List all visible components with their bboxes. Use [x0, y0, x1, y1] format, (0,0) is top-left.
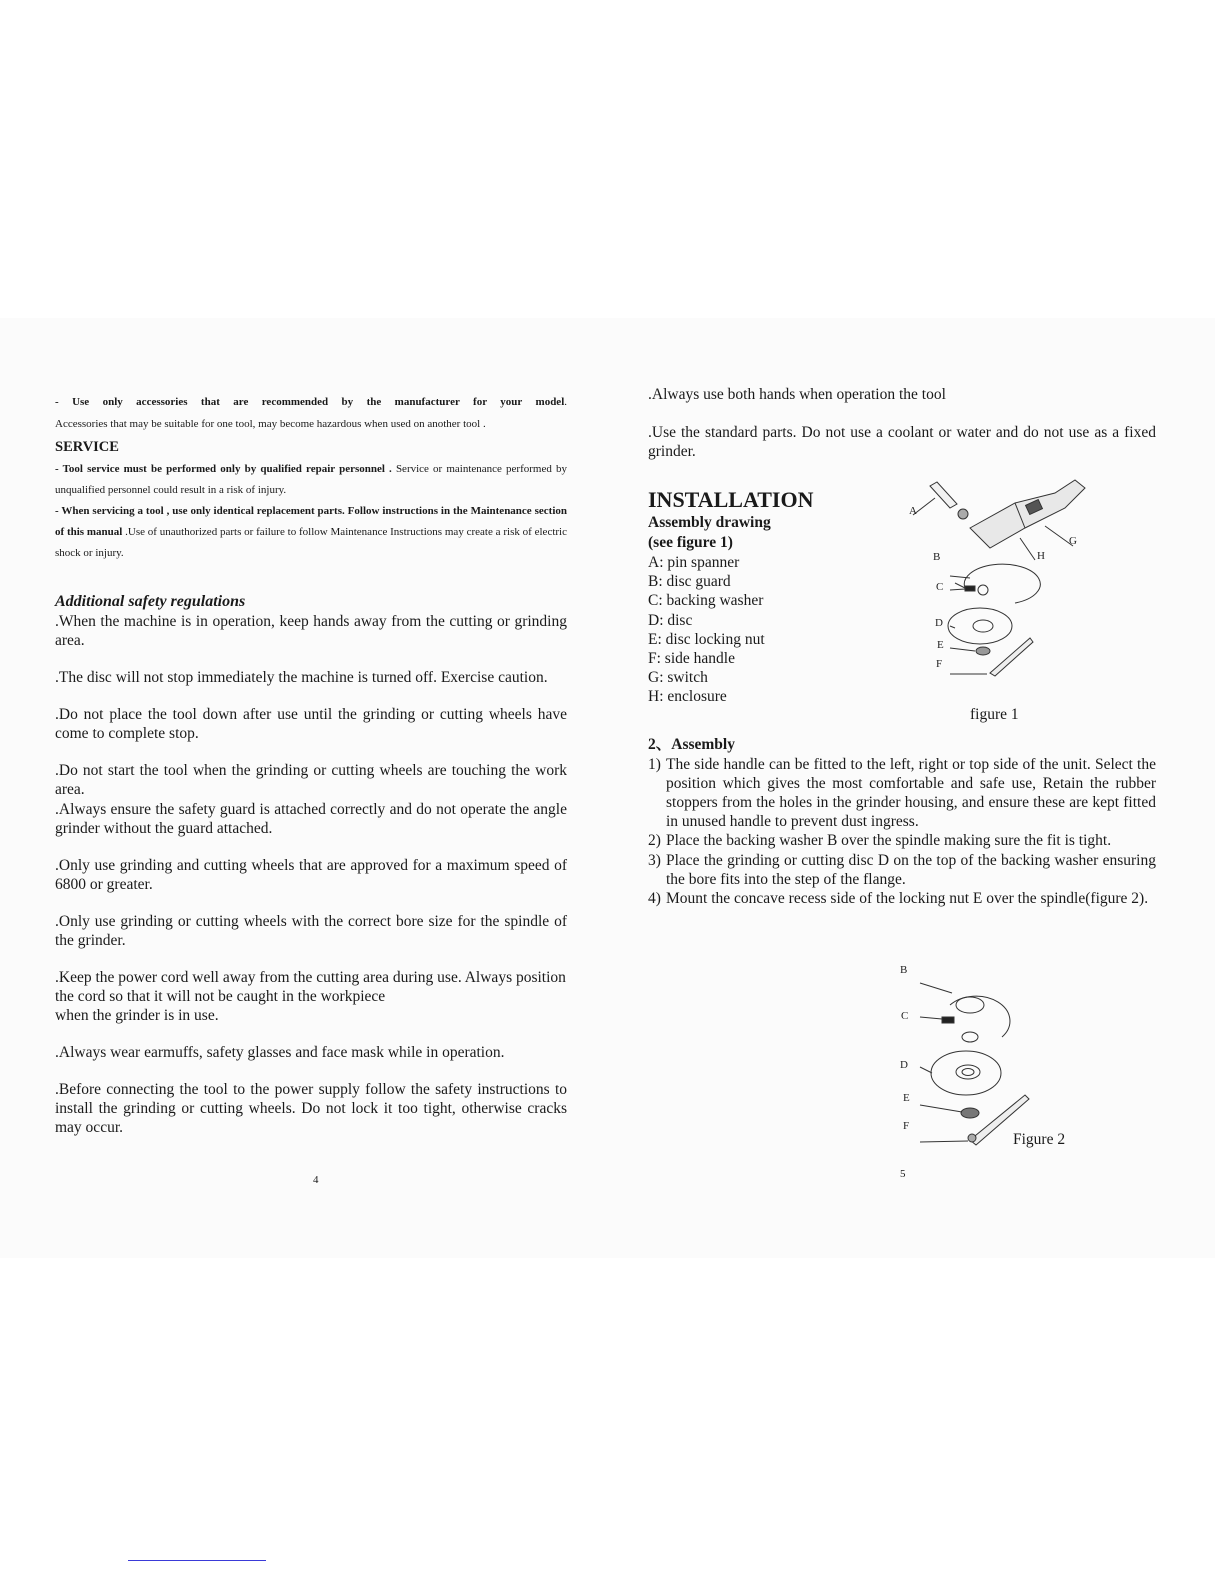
safety-rule: .Do not place the tool down after use until the grinding or cutting wheels have come to complete stop.	[55, 706, 567, 742]
step-text: The side handle can be fitted to the left, right or top side of the unit. Select the position which gives the most comfortable and safe use, Retain the rubber stoppers from the holes in the grinder housing, and ensure these are kept fitted in unused handle to prevent dust ingress.	[666, 755, 1156, 831]
installation-title: INSTALLATION	[648, 487, 814, 512]
fig2-label-b: B	[900, 964, 908, 976]
fig2-label-e: E	[903, 1092, 910, 1104]
service-paragraph-rest: Service or maintenance performed by unqualified personnel could result in a risk of injury.	[55, 463, 567, 496]
fig2-label-f: F	[903, 1120, 910, 1132]
figure-1-caption: figure 1	[970, 706, 1019, 723]
safety-rule: .Only use grinding and cutting wheels that are approved for a maximum speed of 6800 or greater.	[55, 857, 567, 893]
figure-2-caption: Figure 2	[1013, 1131, 1066, 1148]
replacement-parts-paragraph	[55, 501, 567, 564]
safety-rule: .Only use grinding or cutting wheels with the correct bore size for the spindle of the grinder.	[55, 913, 567, 949]
replacement-parts-bold: - When servicing a tool , use only identical replacement parts. Follow instructions in the Maintenance section of this manual	[55, 505, 567, 538]
part-item: A: pin spanner	[648, 554, 740, 571]
additional-safety-heading: Additional safety regulations	[55, 593, 246, 610]
step-text: Place the backing washer B over the spindle making sure the fit is tight.	[666, 832, 1112, 850]
part-item: H: enclosure	[648, 688, 727, 706]
accessories-warning-line2: Accessories that may be suitable for one tool, may become hazardous when used on another tool .	[55, 418, 486, 430]
fig1-label-d: D	[935, 617, 943, 629]
footer-underline-link[interactable]	[128, 1560, 266, 1561]
figure-2-exploded-drawing	[890, 955, 1040, 1155]
part-item: D: disc	[648, 611, 693, 629]
fig1-label-h: H	[1037, 550, 1045, 562]
fig2-label-d: D	[900, 1059, 908, 1071]
part-item: C: backing washer	[648, 592, 764, 610]
step-text: Mount the concave recess side of the locking nut E over the spindle(figure 2).	[666, 890, 1149, 908]
safety-rule: .When the machine is in operation, keep hands away from the cutting or grinding area.	[55, 613, 567, 649]
see-figure-heading: (see figure 1)	[648, 534, 733, 551]
step-number: 3)	[648, 851, 661, 869]
fig1-label-a: A	[909, 505, 917, 517]
fig1-label-c: C	[936, 581, 944, 593]
safety-rule: .Always ensure the safety guard is attached correctly and do not operate the angle grinder without the guard attached.	[55, 801, 567, 837]
fig1-label-f: F	[936, 658, 943, 670]
assembly-step	[648, 889, 1156, 908]
accessories-warning-bold: - Use only accessories that are recommended by the manufacturer for your model	[55, 396, 565, 408]
step-text: Place the grinding or cutting disc D on the top of the backing washer ensuring the bore fits into the step of the flange.	[666, 851, 1156, 888]
step-number: 2)	[648, 832, 661, 850]
left-page	[55, 392, 567, 1137]
safety-rule: .Always wear earmuffs, safety glasses and face mask while in operation.	[55, 1044, 505, 1061]
part-item: E: disc locking nut	[648, 630, 765, 648]
service-paragraph-bold: - Tool service must be performed only by qualified repair personnel .	[55, 463, 392, 475]
service-paragraph	[55, 459, 567, 501]
accessories-warning-end: .	[564, 396, 567, 408]
accessories-warning	[55, 392, 567, 413]
replacement-parts-rest: .Use of unauthorized parts or failure to follow Maintenance Instructions may create a risk of electric shock or injury.	[55, 526, 567, 559]
safety-rule: .Before connecting the tool to the power supply follow the safety instructions to install the grinding or cutting wheels. Do not lock it too tight, otherwise cracks may occur.	[55, 1081, 567, 1136]
service-heading: SERVICE	[55, 439, 119, 455]
part-item: G: switch	[648, 669, 708, 687]
step-number: 1)	[648, 755, 661, 773]
step-number: 4)	[648, 890, 661, 908]
assembly-drawing-heading: Assembly drawing	[648, 514, 771, 531]
assembly-step	[648, 755, 1156, 832]
fig1-label-g: G	[1069, 535, 1077, 547]
safety-rule: when the grinder is in use.	[55, 1007, 219, 1024]
part-item: F: side handle	[648, 650, 735, 668]
safety-rule: .The disc will not stop immediately the machine is turned off. Exercise caution.	[55, 669, 548, 686]
right-page-number: 5	[900, 1168, 906, 1180]
assembly-step	[648, 831, 1156, 850]
safety-rule: .Do not start the tool when the grinding or cutting wheels are touching the work area.	[55, 762, 567, 798]
assembly-step	[648, 851, 1156, 889]
fig1-label-b: B	[933, 551, 941, 563]
left-page-number: 4	[313, 1174, 319, 1186]
fig2-label-c: C	[901, 1010, 909, 1022]
fig1-label-e: E	[937, 639, 944, 651]
safety-rule: .Keep the power cord well away from the cutting area during use. Always position the cord so that it will not be caught in the workpiece	[55, 969, 566, 1005]
assembly-heading: 2、Assembly	[648, 735, 735, 753]
both-hands-note: .Always use both hands when operation the tool	[648, 386, 946, 403]
assembly-steps	[648, 755, 1156, 909]
figure-1-exploded-drawing	[895, 468, 1095, 683]
standard-parts-note: .Use the standard parts. Do not use a coolant or water and do not use as a fixed grinder.	[648, 424, 1156, 460]
part-item: B: disc guard	[648, 573, 731, 591]
